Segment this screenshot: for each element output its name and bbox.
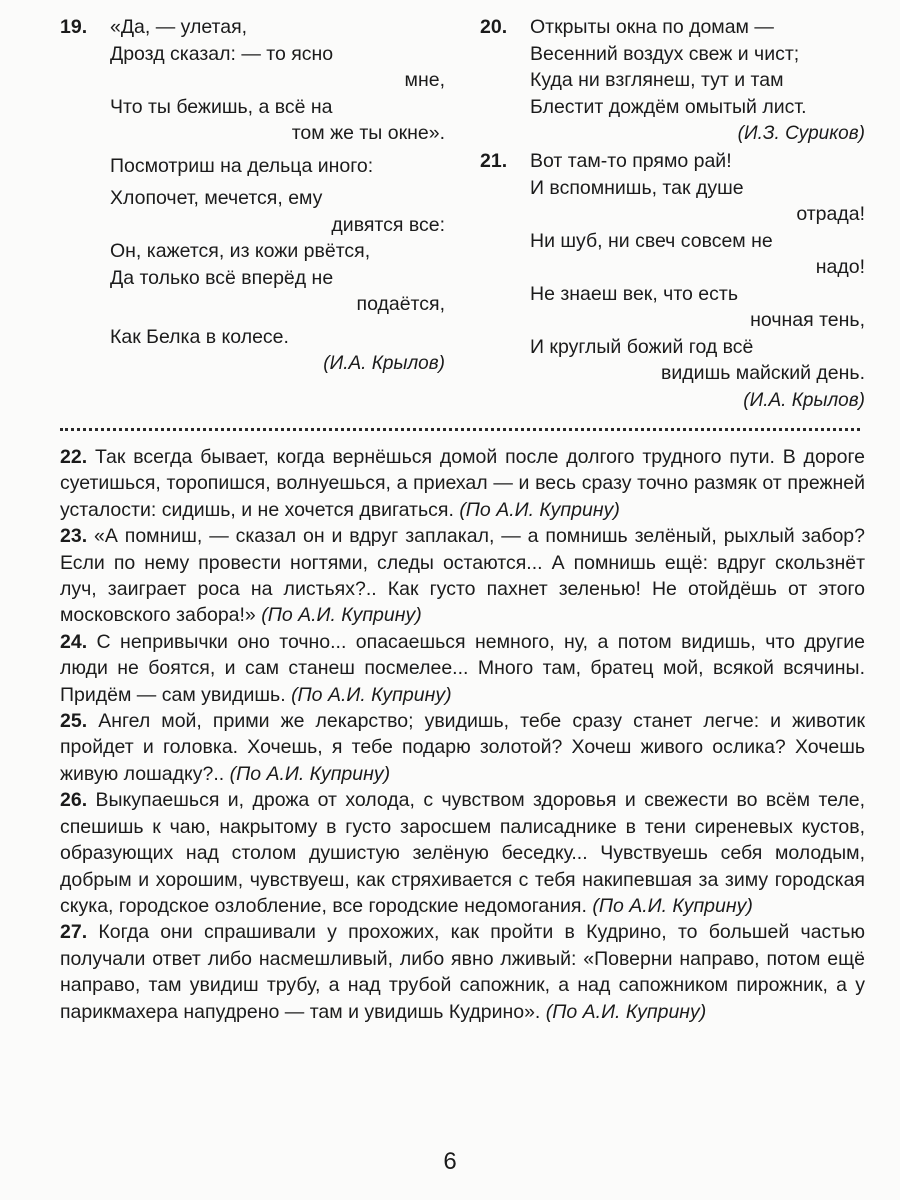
exercise-number: 21. (480, 150, 508, 172)
exercise-number: 25. (60, 710, 88, 733)
poem-line: Ни шуб, ни свеч совсем не (530, 229, 773, 252)
exercise-27 (60, 919, 865, 1025)
poem-author: (И.А. Крылов) (743, 389, 865, 411)
exercise-source: (По А.И. Куприну) (592, 894, 753, 917)
poem-line: И вспомнишь, так душе (530, 176, 744, 199)
exercise-number: 26. (60, 789, 88, 812)
poem-line: Открыты окна по домам — (530, 16, 774, 38)
poem-line: «Да, — улетая, (110, 16, 248, 38)
poem-line: том же ты окне». (291, 122, 445, 144)
dotted-divider (60, 428, 860, 431)
exercise-number: 22. (60, 446, 88, 468)
poem-line: видишь майский день. (661, 362, 865, 384)
right-column (480, 14, 865, 415)
exercise-22 (60, 444, 865, 523)
poem-line: Хлопочет, мечется, ему (110, 187, 323, 209)
poem-line: ночная тень, (750, 309, 865, 331)
exercise-source: (По А.И. Куприну) (229, 762, 391, 785)
exercise-text: Так всегда бывает, когда вернёшься домой после долгого трудного пути. В дороге суетишься, торопишся, волнуешься, а приехал — и весь сразу точно размяк от прежней усталости: сидишь, и не хочется двигаться. (60, 446, 866, 521)
poem-line: Да только всё вперёд не (110, 266, 334, 289)
page-number: 6 (443, 1148, 457, 1175)
exercise-19 (60, 14, 445, 378)
poem-author: (И.З. Суриков) (737, 123, 865, 144)
exercise-number: 24. (60, 630, 88, 653)
poem-line: Посмотриш на дельца иного: (110, 154, 374, 177)
poem-line: надо! (815, 256, 865, 278)
exercise-24 (60, 629, 865, 708)
poem-line: отрада! (796, 203, 865, 225)
poem-line: Куда ни взглянеш, тут и там (530, 69, 784, 91)
exercise-number: 20. (480, 16, 508, 38)
exercise-source: (По А.И. Куприну) (291, 683, 452, 706)
poem-line: Весенний воздух свеж и чист; (530, 42, 800, 65)
exercise-source: (По А.И. Куприну) (261, 604, 422, 627)
exercise-21 (480, 148, 865, 415)
exercise-text: «А помниш, — сказал он и вдруг заплакал, — а помнишь зелёный, рыхлый забор? Если по нему провести ногтями, следы остаются... А помнишь ещё: вдруг скользнёт луч, заиграет роса на листьях?.. Как густо пахнет зеленью! Не отойдёшь от этого московского забора!» (60, 525, 865, 627)
poem-line: И круглый божий год всё (530, 335, 754, 358)
exercise-number: 27. (60, 921, 88, 944)
poem-line: Дрозд сказал: — то ясно (110, 42, 334, 65)
exercise-text: С непривычки оно точно... опасаешься немного, ну, а потом видишь, что другие люди не боятся, и сам станеш посмелее... Много там, братец мой, всякой всячины. Придём — сам увидишь. (60, 630, 865, 706)
poem-line: Вот там-то прямо рай! (530, 150, 732, 172)
exercise-number: 19. (60, 16, 88, 38)
exercise-20 (480, 14, 865, 148)
poem-line: Что ты бежишь, а всё на (110, 95, 333, 118)
exercise-text: Когда они спрашивали у прохожих, как пройти в Кудрино, то большей частью получали ответ либо насмешливый, либо явно лживый: «Поверни направо, потом ещё направо, там увидиш трубу, а над трубой сапожник, а над сапожником пирожник, а у парикмахера напудрено — там и увидишь Кудрино». (60, 921, 865, 1023)
prose-exercises (60, 444, 865, 1025)
exercise-25 (60, 708, 865, 787)
exercise-text: Ангел мой, прими же лекарство; увидишь, тебе сразу станет легче: и животик пройдет и головка. Хочешь, я тебе подарю золотой? Хочеш живого ослика? Хочешь живую лошадку?.. (60, 710, 865, 785)
exercise-source: (По А.И. Куприну) (545, 1000, 707, 1023)
exercise-26 (60, 787, 865, 919)
poem-line: Как Белка в колесе. (110, 325, 289, 348)
poem-line: Не знаеш век, что есть (530, 282, 738, 305)
poem-line: Блестит дождём омытый лист. (530, 95, 807, 118)
poem-line: подаётся, (356, 293, 445, 315)
exercise-23 (60, 523, 865, 629)
poem-line: Он, кажется, из кожи рвётся, (110, 240, 371, 262)
exercise-number: 23. (60, 525, 88, 548)
poem-line: мне, (404, 69, 445, 91)
poem-author: (И.А. Крылов) (323, 353, 445, 374)
poem-line: дивятся все: (331, 213, 445, 236)
exercise-source: (По А.И. Куприну) (459, 498, 620, 521)
exercise-text: Выкупаешься и, дрожа от холода, с чувством здоровья и свежести во всём теле, спешишь к чаю, накрытому в густо заросшем палисаднике в тени сиреневых кустов, образующих над столом душистую зелёную беседку... Чувствуешь себя молодым, добрым и хорошим, чувствуеш, как стряхивается с тебя накипевшая за зиму городская скука, городское озлобление, все городские недомогания. (60, 789, 865, 917)
left-column (60, 14, 445, 378)
